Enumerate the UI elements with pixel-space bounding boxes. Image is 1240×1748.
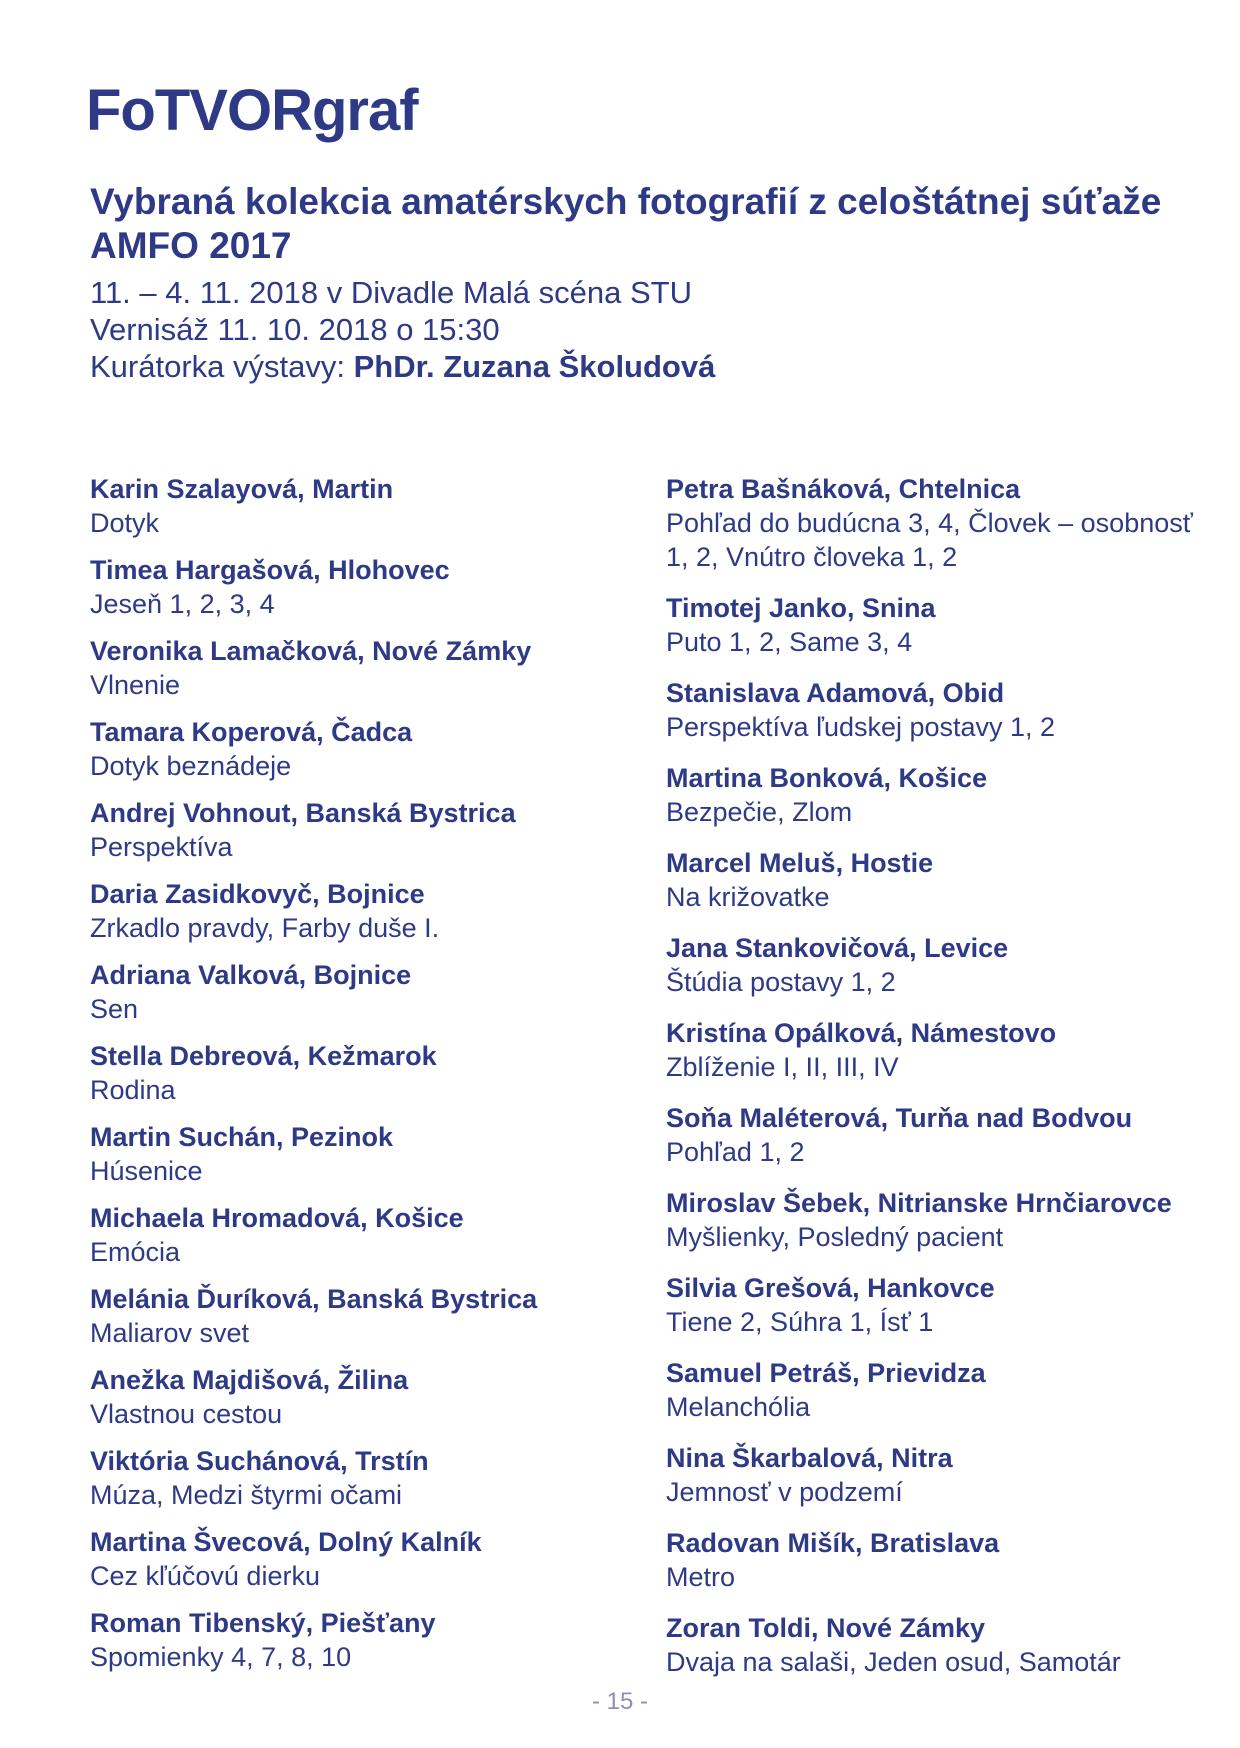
author-entry <box>666 1526 1206 1594</box>
work-titles: Puto 1, 2, Same 3, 4 <box>666 627 913 657</box>
author-name: Tamara Koperová, Čadca <box>90 717 413 747</box>
author-entry <box>90 1363 650 1431</box>
author-name: Veronika Lamačková, Nové Zámky <box>90 636 532 666</box>
work-titles: Rodina <box>90 1075 176 1105</box>
work-titles: Cez kľúčovú dierku <box>90 1561 320 1591</box>
curator-name: PhDr. Zuzana Školudová <box>353 349 716 384</box>
work-titles: Zblíženie I, II, III, IV <box>666 1052 899 1082</box>
author-name: Marcel Meluš, Hostie <box>666 848 934 878</box>
work-titles: Maliarov svet <box>90 1318 250 1348</box>
author-entry <box>90 1525 650 1593</box>
work-titles: Tiene 2, Súhra 1, Ísť 1 <box>666 1307 934 1337</box>
author-entry <box>666 1356 1206 1424</box>
work-titles: Jeseň 1, 2, 3, 4 <box>90 589 275 619</box>
work-titles: Vlnenie <box>90 670 181 700</box>
work-titles: Emócia <box>90 1237 181 1267</box>
author-name: Martina Švecová, Dolný Kalník <box>90 1527 482 1557</box>
author-entry <box>90 1201 650 1269</box>
author-entry <box>90 1444 650 1512</box>
author-name: Timotej Janko, Snina <box>666 593 936 623</box>
curator-line <box>90 348 1170 385</box>
page-title: FoTVORgraf <box>86 78 418 143</box>
author-name: Radovan Mišík, Bratislava <box>666 1528 1000 1558</box>
author-name: Soňa Maléterová, Turňa nad Bodvou <box>666 1103 1133 1133</box>
author-entry <box>90 1282 650 1350</box>
work-titles: Perspektíva ľudskej postavy 1, 2 <box>666 712 1056 742</box>
authors-right-column <box>666 472 1206 1696</box>
author-entry <box>666 1186 1206 1254</box>
author-entry <box>90 472 650 540</box>
author-name: Anežka Majdišová, Žilina <box>90 1365 409 1395</box>
work-titles: Dvaja na salaši, Jeden osud, Samotár <box>666 1647 1121 1677</box>
author-entry <box>90 553 650 621</box>
author-entry <box>666 1611 1206 1679</box>
author-entry <box>90 1039 650 1107</box>
author-name: Kristína Opálková, Námestovo <box>666 1018 1057 1048</box>
author-entry <box>666 591 1206 659</box>
author-name: Karin Szalayová, Martin <box>90 474 394 504</box>
author-name: Martina Bonková, Košice <box>666 763 988 793</box>
author-name: Timea Hargašová, Hlohovec <box>90 555 450 585</box>
author-entry <box>666 931 1206 999</box>
authors-left-column <box>90 472 650 1687</box>
author-name: Martin Suchán, Pezinok <box>90 1122 394 1152</box>
author-name: Stella Debreová, Kežmarok <box>90 1041 437 1071</box>
work-titles: Pohľad 1, 2 <box>666 1137 805 1167</box>
author-name: Melánia Ďuríková, Banská Bystrica <box>90 1284 538 1314</box>
author-entry <box>666 472 1206 574</box>
exhibition-info <box>90 274 1170 385</box>
author-entry <box>666 1101 1206 1169</box>
work-titles: Sen <box>90 994 139 1024</box>
author-entry <box>666 761 1206 829</box>
author-name: Zoran Toldi, Nové Zámky <box>666 1613 986 1643</box>
work-titles: Vlastnou cestou <box>90 1399 283 1429</box>
work-titles: Húsenice <box>90 1156 203 1186</box>
author-name: Nina Škarbalová, Nitra <box>666 1443 953 1473</box>
work-titles: Pohľad do budúcna 3, 4, Človek – osobnosť 1, 2, Vnútro človeka 1, 2 <box>666 508 1193 572</box>
author-entry <box>90 877 650 945</box>
author-entry <box>666 846 1206 914</box>
author-entry <box>90 715 650 783</box>
author-entry <box>666 1441 1206 1509</box>
author-name: Andrej Vohnout, Banská Bystrica <box>90 798 516 828</box>
curator-label: Kurátorka výstavy: <box>90 349 345 384</box>
work-titles: Spomienky 4, 7, 8, 10 <box>90 1642 352 1672</box>
author-name: Michaela Hromadová, Košice <box>90 1203 464 1233</box>
author-entry <box>666 1271 1206 1339</box>
page-number: - 15 - <box>591 1688 648 1715</box>
author-name: Viktória Suchánová, Trstín <box>90 1446 429 1476</box>
author-name: Stanislava Adamová, Obid <box>666 678 1005 708</box>
author-entry <box>90 958 650 1026</box>
work-titles: Múza, Medzi štyrmi očami <box>90 1480 403 1510</box>
author-name: Petra Bašnáková, Chtelnica <box>666 474 1021 504</box>
author-name: Samuel Petráš, Prievidza <box>666 1358 986 1388</box>
author-name: Silvia Grešová, Hankovce <box>666 1273 995 1303</box>
work-titles: Zrkadlo pravdy, Farby duše I. <box>90 913 440 943</box>
author-entry <box>90 796 650 864</box>
work-titles: Štúdia postavy 1, 2 <box>666 967 896 997</box>
author-name: Jana Stankovičová, Levice <box>666 933 1009 963</box>
exhibition-dates: 11. – 4. 11. 2018 v Divadle Malá scéna STU <box>90 275 692 310</box>
work-titles: Melanchólia <box>666 1392 811 1422</box>
author-name: Roman Tibenský, Piešťany <box>90 1608 436 1638</box>
work-titles: Myšlienky, Posledný pacient <box>666 1222 1004 1252</box>
author-entry <box>90 1120 650 1188</box>
work-titles: Jemnosť v podzemí <box>666 1477 903 1507</box>
work-titles: Dotyk <box>90 508 160 538</box>
author-name: Miroslav Šebek, Nitrianske Hrnčiarovce <box>666 1188 1172 1218</box>
author-name: Daria Zasidkovyč, Bojnice <box>90 879 425 909</box>
work-titles: Perspektíva <box>90 832 233 862</box>
author-entry <box>666 1016 1206 1084</box>
vernissage-info: Vernisáž 11. 10. 2018 o 15:30 <box>90 312 500 347</box>
author-entry <box>90 1606 650 1674</box>
work-titles: Dotyk beznádeje <box>90 751 292 781</box>
author-entry <box>90 634 650 702</box>
work-titles: Bezpečie, Zlom <box>666 797 853 827</box>
exhibition-subtitle: Vybraná kolekcia amatérskych fotografií z celoštátnej súťaže AMFO 2017 <box>90 181 1162 266</box>
author-entry <box>666 676 1206 744</box>
author-name: Adriana Valková, Bojnice <box>90 960 412 990</box>
work-titles: Metro <box>666 1562 736 1592</box>
work-titles: Na križovatke <box>666 882 830 912</box>
